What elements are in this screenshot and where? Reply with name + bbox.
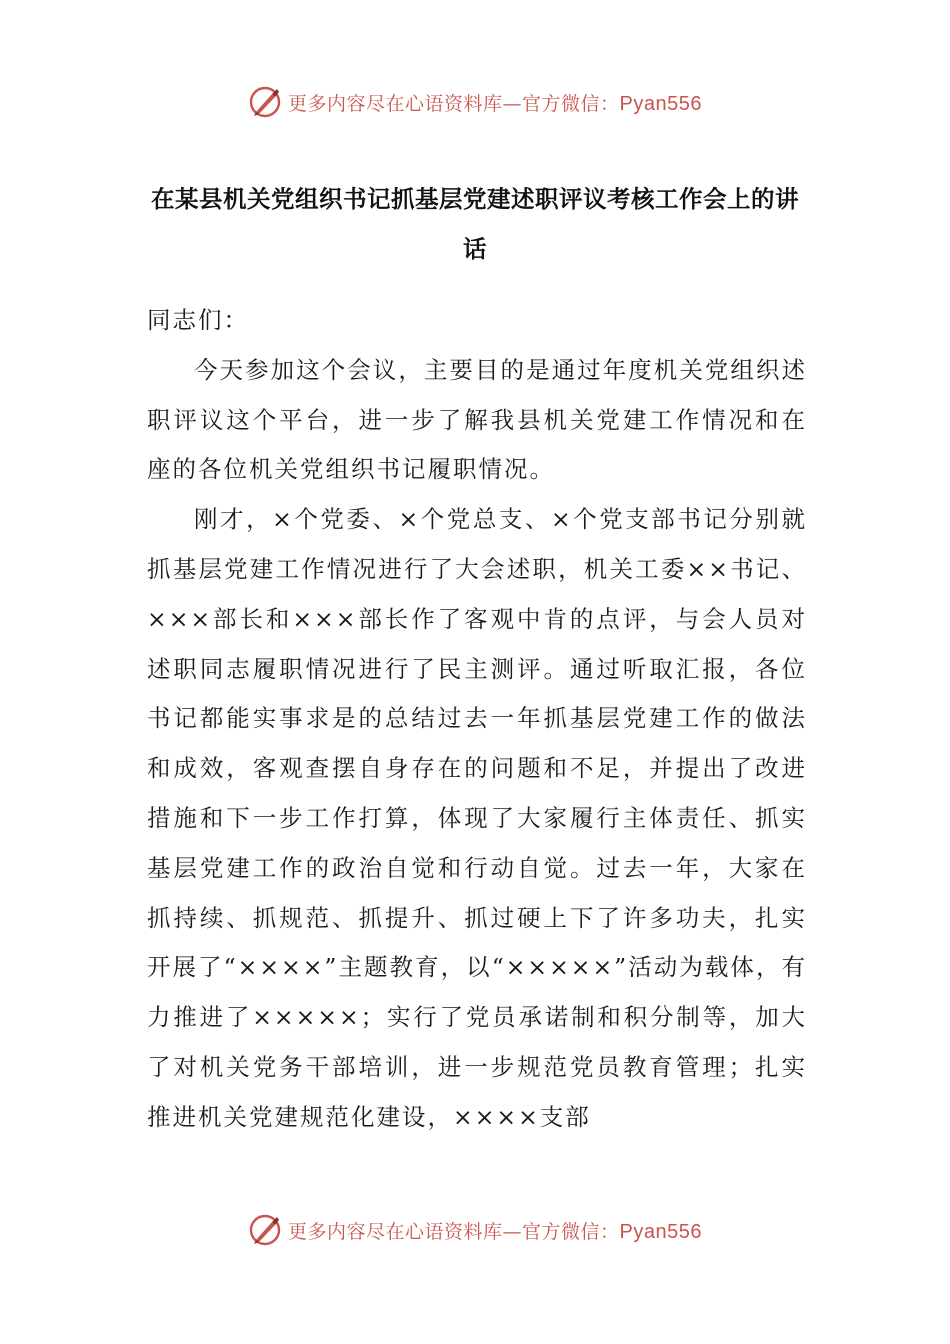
header-watermark (0, 82, 950, 122)
pen-circle-logo-icon (248, 85, 282, 119)
watermark-text: 更多内容尽在心语资料库—官方微信：Pyan556 (288, 1220, 702, 1243)
paragraph-1: 今天参加这个会议，主要目的是通过年度机关党组织述职评议这个平台，进一步了解我县机关党建工作情况和在座的各位机关党组织书记履职情况。 (147, 355, 807, 484)
pen-circle-logo-icon (248, 1213, 282, 1247)
paragraph-2: 刚才，×个党委、×个党总支、×个党支部书记分别就抓基层党建工作情况进行了大会述职，机关工委××书记、×××部长和×××部长作了客观中肯的点评，与会人员对述职同志履职情况进行了民主测评。通过听取汇报，各位书记都能实事求是的总结过去一年抓基层党建工作的做法和成效，客观查摆自身存在的问题和不足，并提出了改进措施和下一步工作打算，体现了大家履行主体责任、抓实基层党建工作的政治自觉和行动自觉。过去一年，大家在抓持续、抓规范、抓提升、抓过硬上下了许多功夫，扎实开展了“××××”主题教育，以“×××××”活动为载体，有力推进了×××××；实行了党员承诺制和积分制等，加大了对机关党务干部培训，进一步规范党员教育管理；扎实推进机关党建规范化建设，××××支部 (147, 505, 807, 1131)
document-title: 在某县机关党组织书记抓基层党建述职评议考核工作会上的讲话 (151, 185, 799, 263)
watermark-text: 更多内容尽在心语资料库—官方微信：Pyan556 (288, 92, 702, 115)
document-body (147, 296, 807, 1143)
footer-watermark (0, 1210, 950, 1250)
salutation: 同志们： (147, 306, 249, 334)
